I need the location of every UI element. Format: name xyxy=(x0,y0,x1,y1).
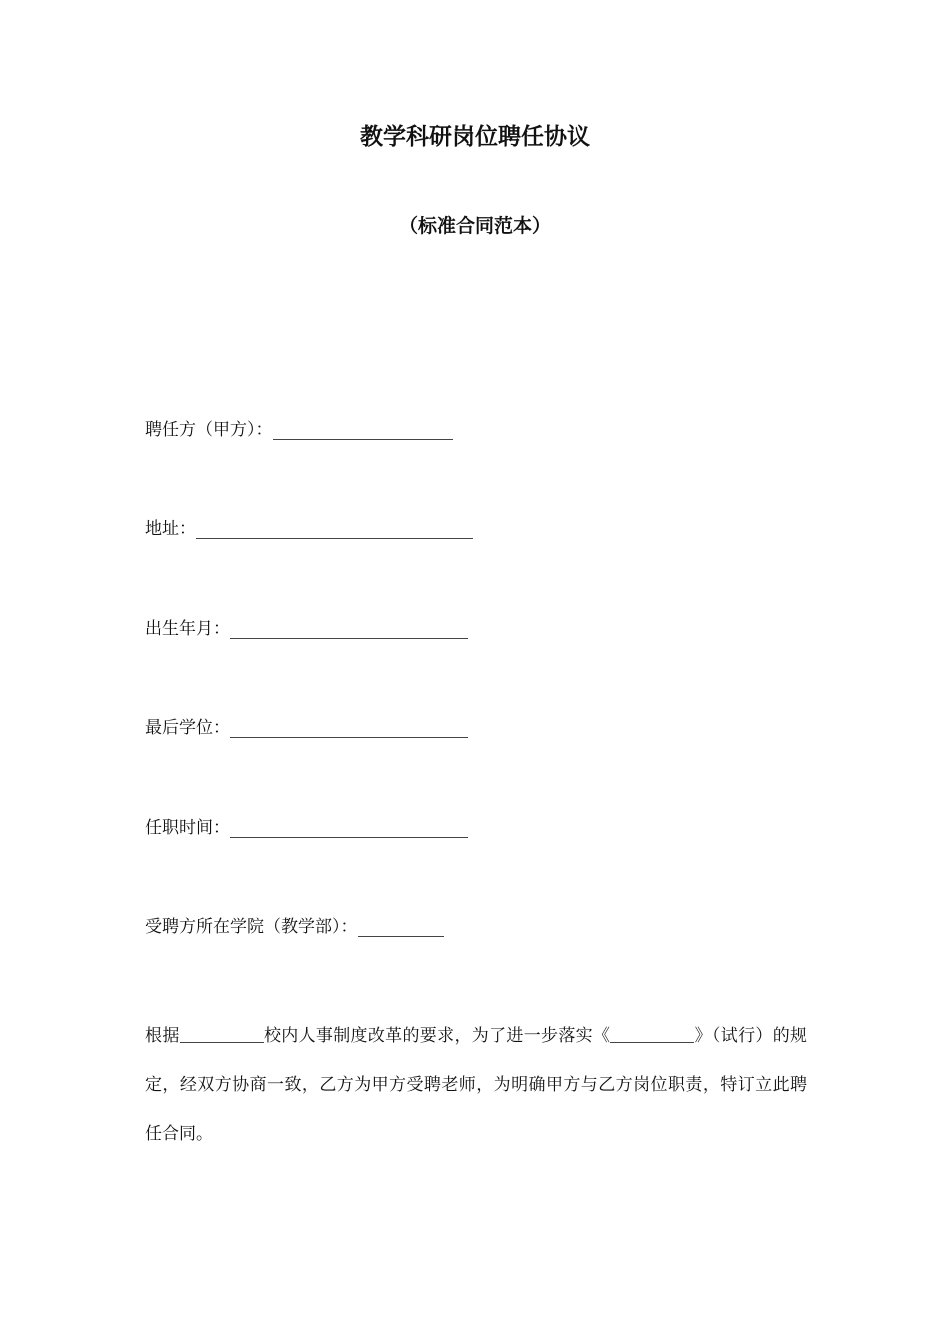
paragraph-school-blank[interactable] xyxy=(180,1022,264,1043)
field-tenure-label: 任职时间： xyxy=(145,818,230,838)
paragraph-regulation-blank[interactable] xyxy=(610,1022,694,1043)
field-college xyxy=(145,911,444,939)
field-college-label: 受聘方所在学院（教学部）： xyxy=(145,917,358,937)
field-employer xyxy=(145,414,453,442)
paragraph-part2: 校内人事制度改革的要求，为了进一步落实《 xyxy=(263,1026,611,1046)
field-tenure xyxy=(145,812,468,840)
document-subtitle: （标准合同范本） xyxy=(398,215,551,237)
field-birth-date-label: 出生年月： xyxy=(145,619,230,639)
field-degree-label: 最后学位： xyxy=(145,718,230,738)
field-birth-date xyxy=(145,613,468,641)
paragraph-part1: 根据 xyxy=(145,1026,180,1046)
paragraph-part3: 》（试行）的规定，经双方协商一致，乙方为甲方受聘老师，为明确甲方与乙方岗位职责，特订立此聘任合同。 xyxy=(145,1026,808,1144)
field-address-blank[interactable] xyxy=(196,518,473,539)
agreement-paragraph xyxy=(145,1012,807,1159)
field-employer-blank[interactable] xyxy=(273,419,453,440)
field-college-blank[interactable] xyxy=(358,916,444,937)
field-address-label: 地址： xyxy=(145,519,196,539)
document-title: 教学科研岗位聘任协议 xyxy=(360,124,590,150)
field-address xyxy=(145,513,473,541)
field-tenure-blank[interactable] xyxy=(230,817,468,838)
field-birth-date-blank[interactable] xyxy=(230,618,468,639)
field-degree-blank[interactable] xyxy=(230,717,468,738)
field-employer-label: 聘任方（甲方）： xyxy=(145,420,273,440)
field-degree xyxy=(145,712,468,740)
